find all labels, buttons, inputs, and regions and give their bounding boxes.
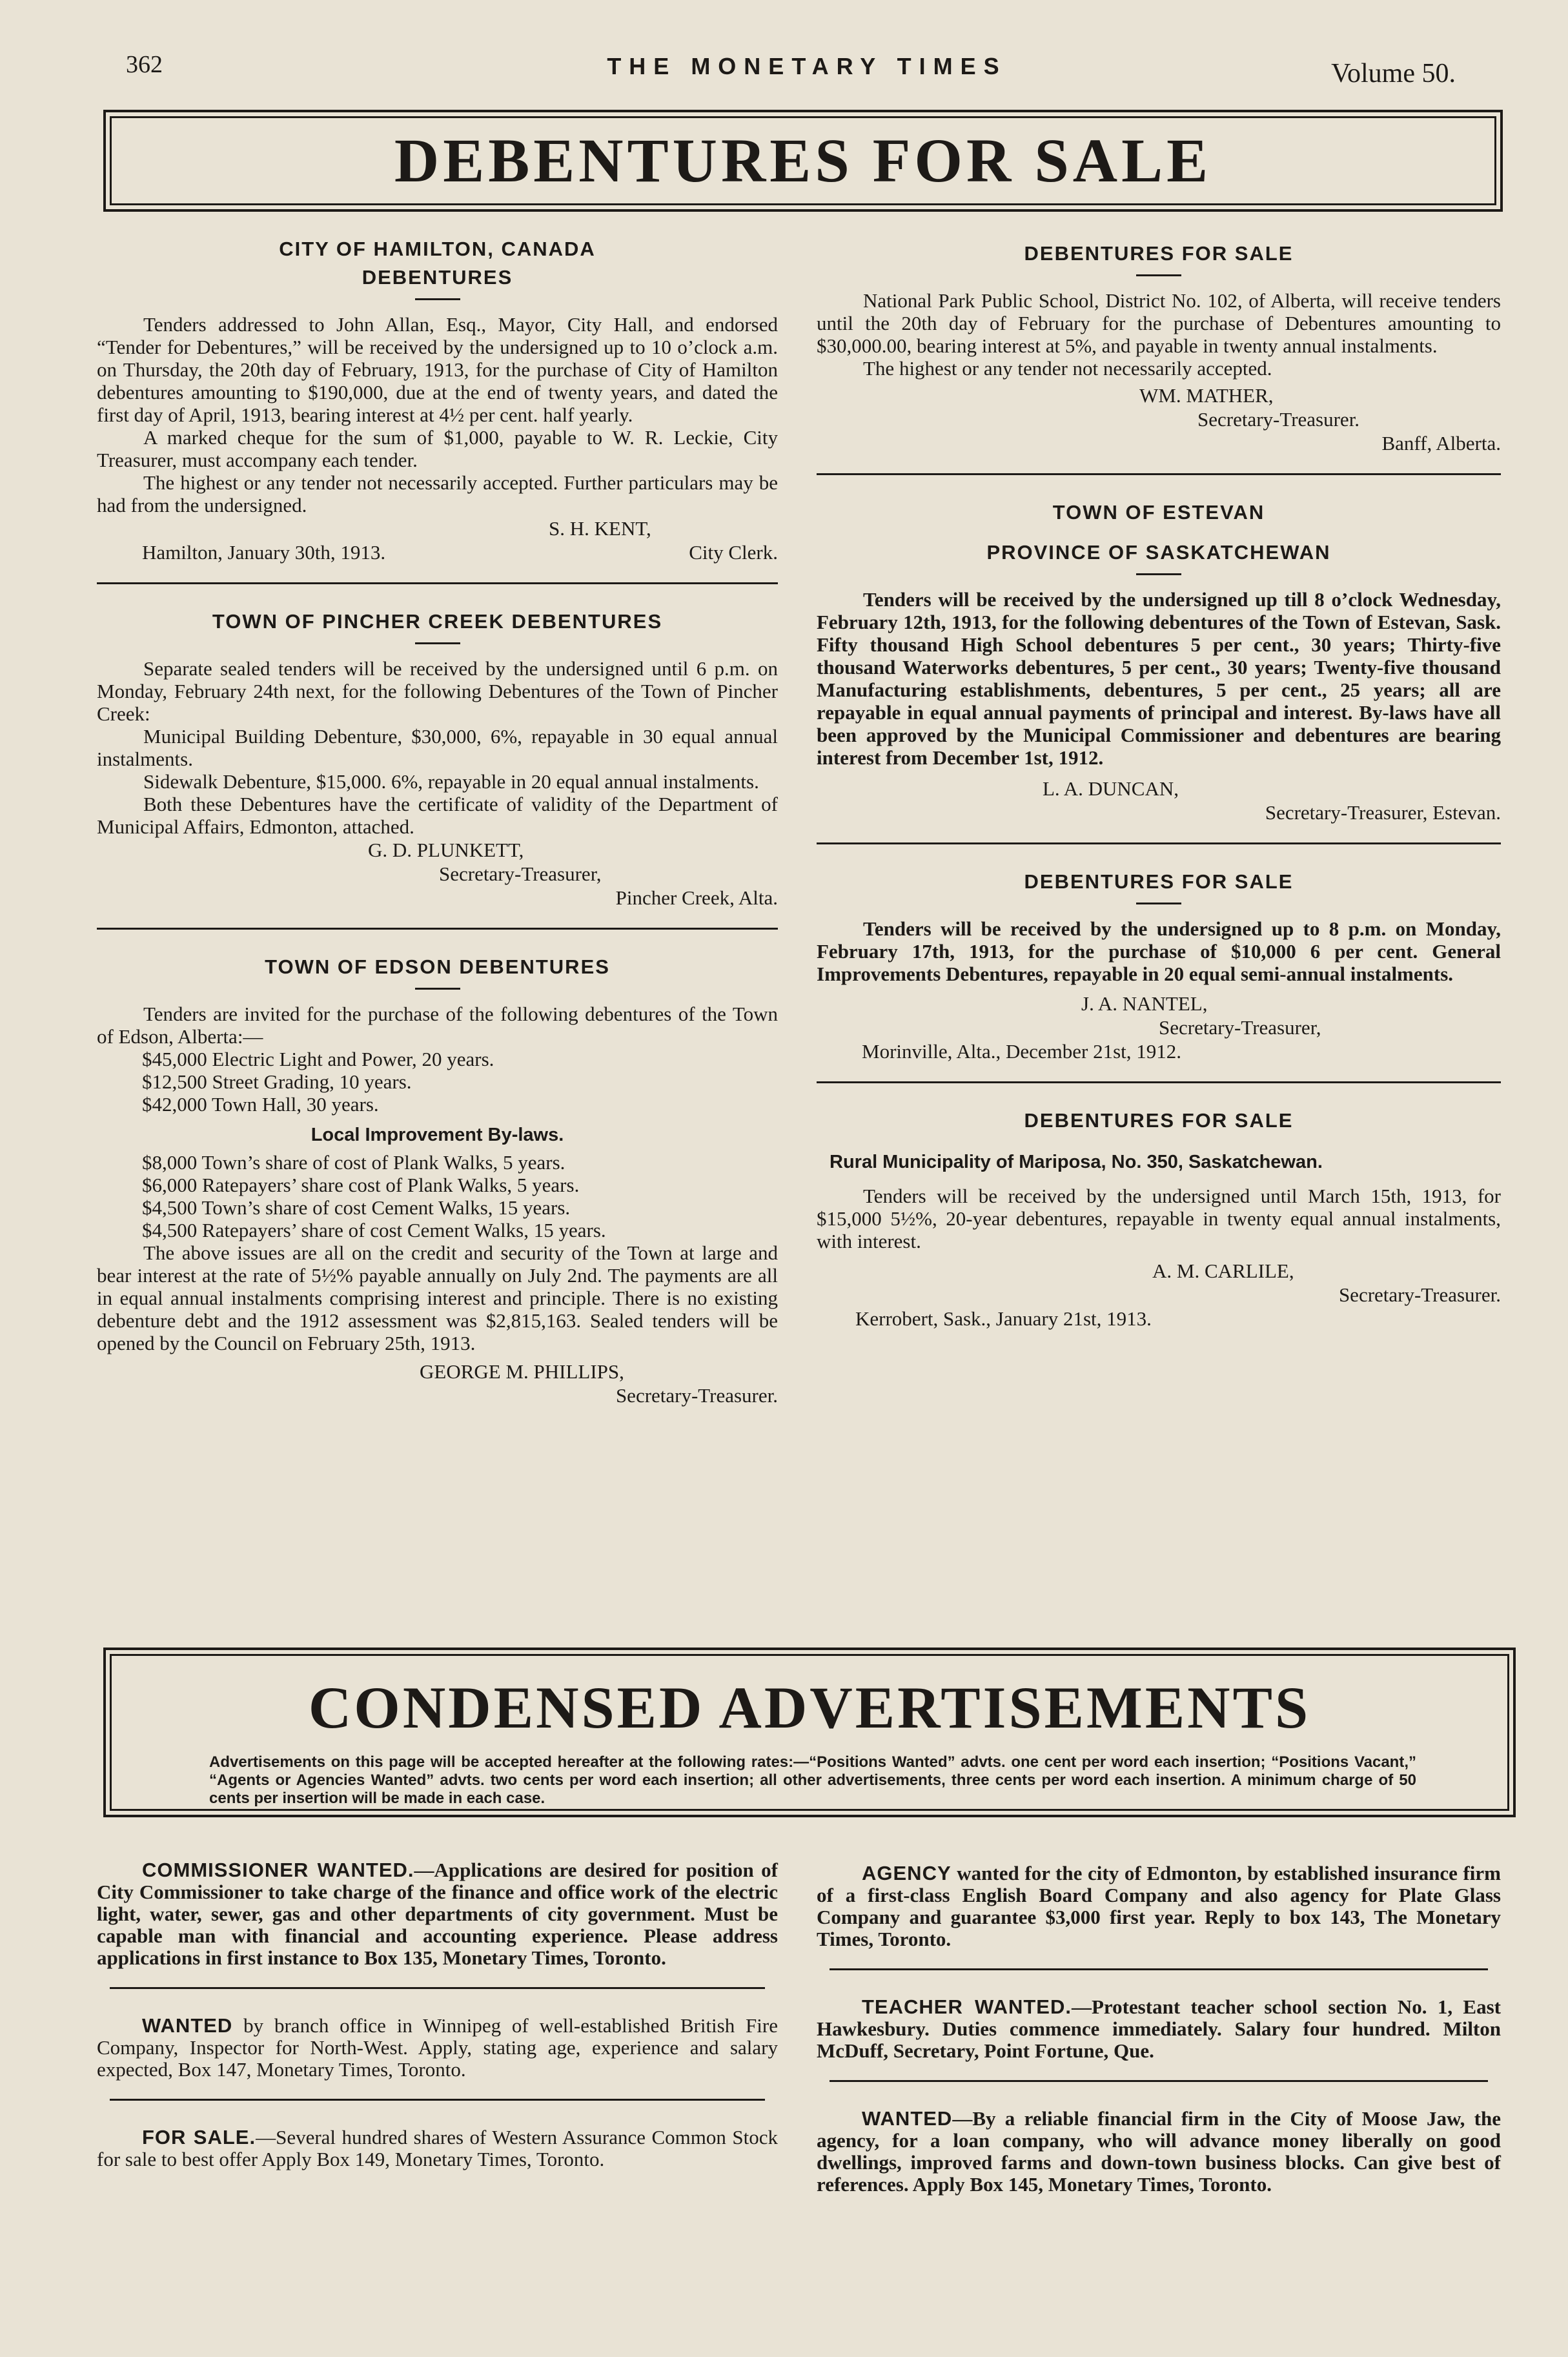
ad-divider: [830, 1968, 1488, 1970]
signer-title: Secretary-Treasurer.: [615, 1384, 778, 1407]
notice-subtitle: Rural Municipality of Mariposa, No. 350, Saskatchewan.: [830, 1152, 1323, 1172]
page-number: 362: [126, 51, 163, 78]
debenture-item: $42,000 Town Hall, 30 years.: [142, 1093, 379, 1116]
debentures-banner: [103, 110, 1503, 212]
notice-title: DEBENTURES FOR SALE: [1024, 1109, 1294, 1132]
classified-ad: [817, 1862, 1501, 1950]
debenture-item: $45,000 Electric Light and Power, 20 years.: [142, 1048, 494, 1070]
section-divider: [817, 473, 1501, 475]
signature-line: [97, 540, 778, 564]
divider: [415, 988, 460, 990]
ad-lead: COMMISSIONER WANTED.: [142, 1859, 414, 1881]
notice-paragraph: Tenders addressed to John Allan, Esq., Mayor, City Hall, and endorsed “Tender for Debentures,” will be received by the undersigned up to 10 o’clock a.m. on Thursday, the 20th day of February, 1913, for the purchase of City of Hamilton debentures amounting to $190,000, due at the end of twenty years, and dated the first day of April, 1913, bearing interest at 4½ per cent. half yearly.: [97, 313, 778, 426]
left-column: [97, 238, 778, 1407]
ad-text: —Protestant teacher school section No. 1, East Hawkesbury. Duties commence immediately. Salary four hundred. Milton McDuff, Secretary, Point Fortune, Que.: [817, 1995, 1501, 2062]
classified-ad: [97, 1859, 778, 1969]
signer-title: Secretary-Treasurer.: [1338, 1283, 1501, 1306]
signer-title: Secretary-Treasurer.: [1197, 408, 1360, 431]
volume-label: Volume 50.: [1331, 59, 1456, 88]
right-column: [817, 242, 1501, 1331]
divider: [415, 642, 460, 644]
notice-title: TOWN OF PINCHER CREEK DEBENTURES: [212, 610, 663, 633]
ad-lead: WANTED: [142, 2014, 233, 2037]
signer-place: Pincher Creek, Alta.: [615, 886, 778, 909]
section-divider: [97, 928, 778, 930]
notice-paragraph: A marked cheque for the sum of $1,000, payable to W. R. Leckie, City Treasurer, must accompany each tender.: [97, 426, 778, 471]
notice-paragraph: Both these Debentures have the certificate of validity of the Department of Municipal Affairs, Edmonton, attached.: [97, 793, 778, 838]
notice-paragraph: National Park Public School, District No. 102, of Alberta, will receive tenders until the 20th day of February for the purchase of Debentures amounting to $30,000.00, bearing interest at 5%, and payable in twenty annual instalments.: [817, 289, 1501, 357]
signer-name: A. M. CARLILE,: [1152, 1260, 1294, 1282]
notice-title: TOWN OF EDSON DEBENTURES: [265, 955, 610, 978]
notice-subtitle: PROVINCE OF SASKATCHEWAN: [986, 541, 1331, 564]
notice-estevan: [817, 501, 1501, 824]
notice-paragraph: The above issues are all on the credit and security of the Town at large and bear interest at the rate of 5½% payable annually on July 2nd. The payments are all in equal annual instalments comprising interest and principle. There is no existing debenture debt and the 1912 assessment was $2,815,163. Sealed tenders will be opened by the Council on February 25th, 1913.: [97, 1241, 778, 1354]
ad-divider: [110, 1987, 765, 1989]
classified-ad: [817, 2108, 1501, 2196]
divider: [415, 298, 460, 300]
notice-paragraph: Tenders will be received by the undersigned up till 8 o’clock Wednesday, February 12th, 1913, for the following debentures of the Town of Estevan, Sask. Fifty thousand High School debentures 5 per cent., 30 years; Thirty-five thousand Waterworks debentures, 5 per cent., 30 years; Twenty-five thousand Manufacturing establishments, debentures, 5 per cent., 25 years; all are repayable in equal annual payments of principal and interest. By-laws have all been approved by the Municipal Commissioner and debentures are bearing interest from December 1st, 1912.: [817, 588, 1501, 769]
ads-left-column: [97, 1859, 778, 2170]
notice-hamilton: [97, 238, 778, 564]
notice-edson: [97, 955, 778, 1407]
debenture-item: $6,000 Ratepayers’ share cost of Plank Walks, 5 years.: [142, 1174, 580, 1196]
debenture-item: $8,000 Town’s share of cost of Plank Walks, 5 years.: [142, 1151, 565, 1174]
ad-divider: [830, 2080, 1488, 2082]
notice-paragraph: The highest or any tender not necessarily accepted. Further particulars may be had from the undersigned.: [97, 471, 778, 516]
classified-ad: [97, 2127, 778, 2170]
condensed-ads-banner: [103, 1648, 1516, 1817]
ad-lead: WANTED: [862, 2107, 953, 2130]
notice-subheading: Local Improvement By-laws.: [311, 1125, 564, 1145]
debenture-item: $4,500 Ratepayers’ share of cost Cement Walks, 15 years.: [142, 1219, 606, 1241]
notice-title: DEBENTURES FOR SALE: [1024, 242, 1294, 265]
debenture-item: $12,500 Street Grading, 10 years.: [142, 1070, 412, 1093]
condensed-ads-title: CONDENSED ADVERTISEMENTS: [308, 1675, 1311, 1740]
notice-title: DEBENTURES FOR SALE: [1024, 870, 1294, 893]
signer-name: L. A. DUNCAN,: [1043, 777, 1179, 800]
condensed-ads-rates: Advertisements on this page will be accepted hereafter at the following rates:—“Positions Wanted” advts. one cent per word each insertion; “Positions Vacant,” “Agents or Agencies Wanted” advts. two cents per word each insertion; all other advertisements, three cents per word each insertion. A minimum charge of 50 cents per insertion will be made in each case.: [209, 1753, 1416, 1807]
notice-paragraph: The highest or any tender not necessarily accepted.: [863, 357, 1272, 380]
ad-lead: AGENCY: [862, 1862, 952, 1884]
notice-national-park: [817, 242, 1501, 455]
divider: [1136, 903, 1181, 904]
ad-lead: TEACHER WANTED.: [862, 1995, 1072, 2018]
ad-text: wanted for the city of Edmonton, by established insurance firm of a first-class English Board Company and also agency for Plate Glass Company and guarantee $3,000 first year. Reply to box 143, The Monetary Times, Toronto.: [817, 1862, 1501, 1950]
signer-title: Secretary-Treasurer,: [1159, 1016, 1321, 1039]
divider: [1136, 274, 1181, 276]
notice-paragraph: Tenders will be received by the undersigned up to 8 p.m. on Monday, February 17th, 1913, for the purchase of $10,000 6 per cent. General Improvements Debentures, repayable in 20 equal semi-annual instalments.: [817, 917, 1501, 985]
signer-title: Secretary-Treasurer,: [439, 862, 602, 885]
classified-ad: [97, 2015, 778, 2081]
ad-text: —By a reliable financial firm in the City of Moose Jaw, the agency, for a loan company, who will advance money liberally on good dwellings, improved farms and down-town business blocks. Can give best of references. Apply Box 145, Monetary Times, Toronto.: [817, 2107, 1501, 2196]
notice-paragraph: Tenders will be received by the undersigned until March 15th, 1913, for $15,000 5½%, 20-year debentures, repayable in twenty equal annual instalments, with interest.: [817, 1185, 1501, 1252]
ad-text: —Several hundred shares of Western Assurance Common Stock for sale to best offer Apply Box 149, Monetary Times, Toronto.: [97, 2126, 778, 2170]
debentures-banner-title: DEBENTURES FOR SALE: [394, 126, 1212, 195]
notice-title: TOWN OF ESTEVAN: [1052, 501, 1265, 524]
notice-subtitle: DEBENTURES: [361, 266, 513, 289]
running-head: [126, 50, 1488, 89]
place-date: Hamilton, January 30th, 1913.: [142, 541, 386, 564]
ad-divider: [110, 2099, 765, 2101]
signer-name: WM. MATHER,: [1139, 384, 1274, 407]
place-date: Kerrobert, Sask., January 21st, 1913.: [855, 1307, 1152, 1330]
ad-text: by branch office in Winnipeg of well-established British Fire Company, Inspector for North-West. Apply, stating age, experience and salary expected, Box 147, Monetary Times, Toronto.: [97, 2014, 778, 2081]
debenture-item: $4,500 Town’s share of cost Cement Walks, 15 years.: [142, 1196, 571, 1219]
section-divider: [817, 1081, 1501, 1083]
notice-paragraph: Separate sealed tenders will be received by the undersigned until 6 p.m. on Monday, February 24th next, for the following Debentures of the Town of Pincher Creek:: [97, 657, 778, 725]
classified-ad: [817, 1996, 1501, 2062]
notice-morinville: [817, 870, 1501, 1063]
ads-right-column: [817, 1862, 1501, 2196]
notice-paragraph: Tenders are invited for the purchase of the following debentures of the Town of Edson, Alberta:—: [97, 1003, 778, 1048]
signer-name: J. A. NANTEL,: [1081, 992, 1208, 1015]
notice-title: CITY OF HAMILTON, CANADA: [279, 238, 596, 260]
journal-title: THE MONETARY TIMES: [607, 53, 1007, 79]
divider: [1136, 573, 1181, 575]
notice-paragraph: Municipal Building Debenture, $30,000, 6%, repayable in 30 equal annual instalments.: [97, 725, 778, 770]
ad-text: —Applications are desired for position of City Commissioner to take charge of the finance and office work of the electric light, water, sewer, gas and other departments of city government. Must be capable man with financial and accounting experience. Please address applications in first instance to Box 135, Monetary Times, Toronto.: [97, 1859, 778, 1969]
signer-name: S. H. KENT,: [549, 517, 651, 540]
signer-name: GEORGE M. PHILLIPS,: [420, 1360, 624, 1383]
section-divider: [817, 842, 1501, 844]
ad-lead: FOR SALE.: [142, 2126, 256, 2148]
signer-title: City Clerk.: [689, 541, 778, 564]
signer-name: G. D. PLUNKETT,: [368, 839, 524, 861]
signer-place: Banff, Alberta.: [1381, 432, 1501, 454]
place-date: Morinville, Alta., December 21st, 1912.: [862, 1040, 1182, 1063]
section-divider: [97, 582, 778, 584]
signer-title: Secretary-Treasurer, Estevan.: [1265, 801, 1501, 824]
notice-mariposa: [817, 1109, 1501, 1331]
notice-pincher-creek: [97, 610, 778, 910]
notice-paragraph: Sidewalk Debenture, $15,000. 6%, repayable in 20 equal annual instalments.: [143, 770, 759, 793]
